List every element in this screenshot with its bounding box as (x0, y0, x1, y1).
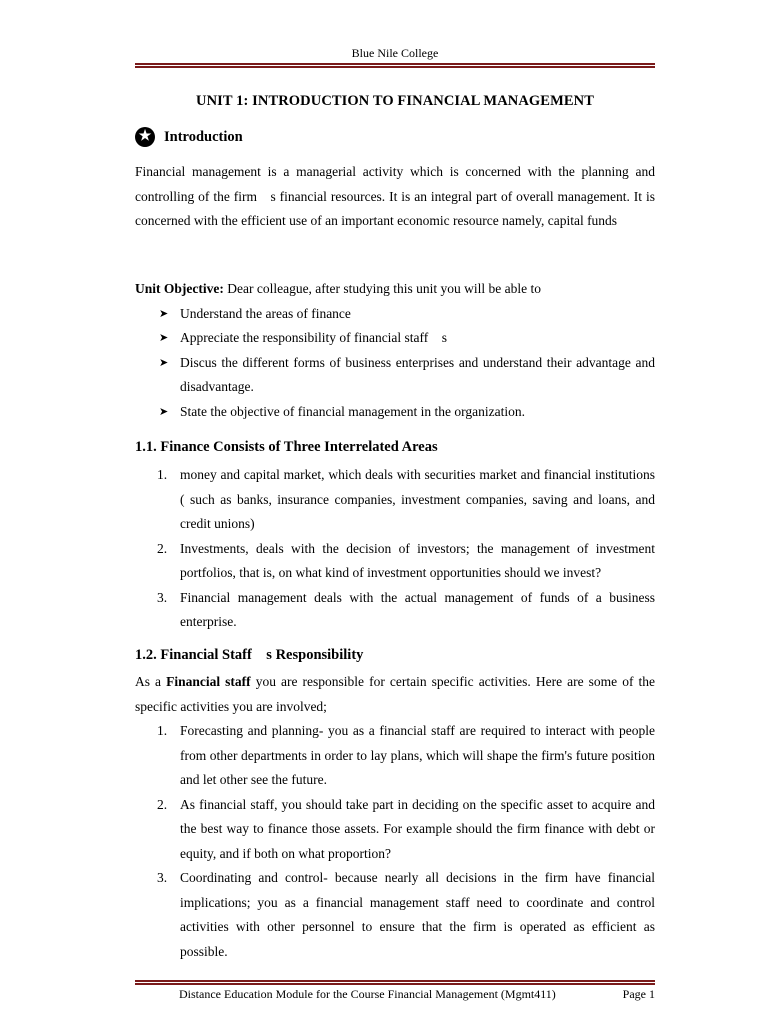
footer-course-text: Distance Education Module for the Course Financial Management (Mgmt411) (179, 987, 556, 1001)
financial-staff-term: Financial staff (166, 674, 251, 689)
responsibility-intro: As a Financial staff you are responsible for certain specific activities. Here are some of the specific activities you are involved; (135, 674, 656, 714)
section-1-1-list (135, 463, 655, 635)
objective-item: ➤ State the objective of financial management in the organization. (135, 400, 655, 425)
page-number: Page 1 (622, 987, 655, 1001)
unit-title: UNIT 1: INTRODUCTION TO FINANCIAL MANAGEMENT (196, 93, 594, 109)
list-item: 3. Coordinating and control- because nearly all decisions in the firm have financial implications; you as a financial management staff need to coordinate and control activities with other personnel to ensure that the firm is operated as efficient as possible. (157, 870, 655, 959)
footer-rule (135, 980, 655, 985)
unit-objective-line (135, 277, 655, 302)
list-item: 3. Financial management deals with the actual management of funds of a business enterprise. (157, 589, 655, 629)
unit-objective-text: Dear colleague, after studying this unit you will be able to (223, 281, 542, 296)
header-rule (135, 63, 655, 68)
page-footer (135, 987, 655, 1002)
list-item: 1. money and capital market, which deals with securities market and financial institutions ( such as banks, insurance companies, investment companies, saving and loans, and credit unions) (157, 467, 655, 531)
introduction-heading (135, 125, 243, 149)
objective-item: ➤ Appreciate the responsibility of financial staff s (135, 326, 655, 351)
section-1-1-heading: 1.1. Finance Consists of Three Interrelated Areas (135, 439, 438, 455)
list-item: 2. As financial staff, you should take part in deciding on the specific asset to acquire and the best way to finance those assets. For example should the firm finance with debt or equity, and if both on what proportion? (157, 796, 655, 861)
page-header: Blue Nile College (351, 46, 439, 60)
star-circle-icon: ★ (135, 127, 155, 147)
objective-list (135, 302, 655, 425)
list-item: 2. Investments, deals with the decision of investors; the management of investment portfolios, that is, on what kind of investment opportunities should we invest? (157, 540, 655, 580)
section-1-2-list (135, 719, 655, 964)
list-item: 1. Forecasting and planning- you as a financial staff are required to interact with people from other departments in order to lay plans, which will shape the firm's future position and let other see the future. (157, 723, 655, 787)
section-1-2-heading: 1.2. Financial Staff s Responsibility (135, 647, 364, 663)
objective-item: ➤ Discus the different forms of business enterprises and understand their advantage and disadvantage. (135, 351, 655, 400)
introduction-paragraph: Financial management is a managerial activity which is concerned with the planning and controlling of the firm s financial resources. It is an integral part of overall management. It is concerned with the efficient use of an important economic resource namely, capital funds (135, 164, 655, 228)
unit-objective-label: Unit Objective: (135, 281, 224, 296)
unit-objective (135, 277, 655, 424)
arrowhead-icon: ➤ (159, 405, 169, 418)
arrowhead-icon: ➤ (159, 307, 169, 320)
introduction-heading-text: Introduction (164, 128, 243, 145)
arrowhead-icon: ➤ (159, 356, 169, 369)
objective-item: ➤ Understand the areas of finance (135, 302, 655, 327)
arrowhead-icon: ➤ (159, 332, 169, 344)
document-page (135, 0, 655, 1024)
